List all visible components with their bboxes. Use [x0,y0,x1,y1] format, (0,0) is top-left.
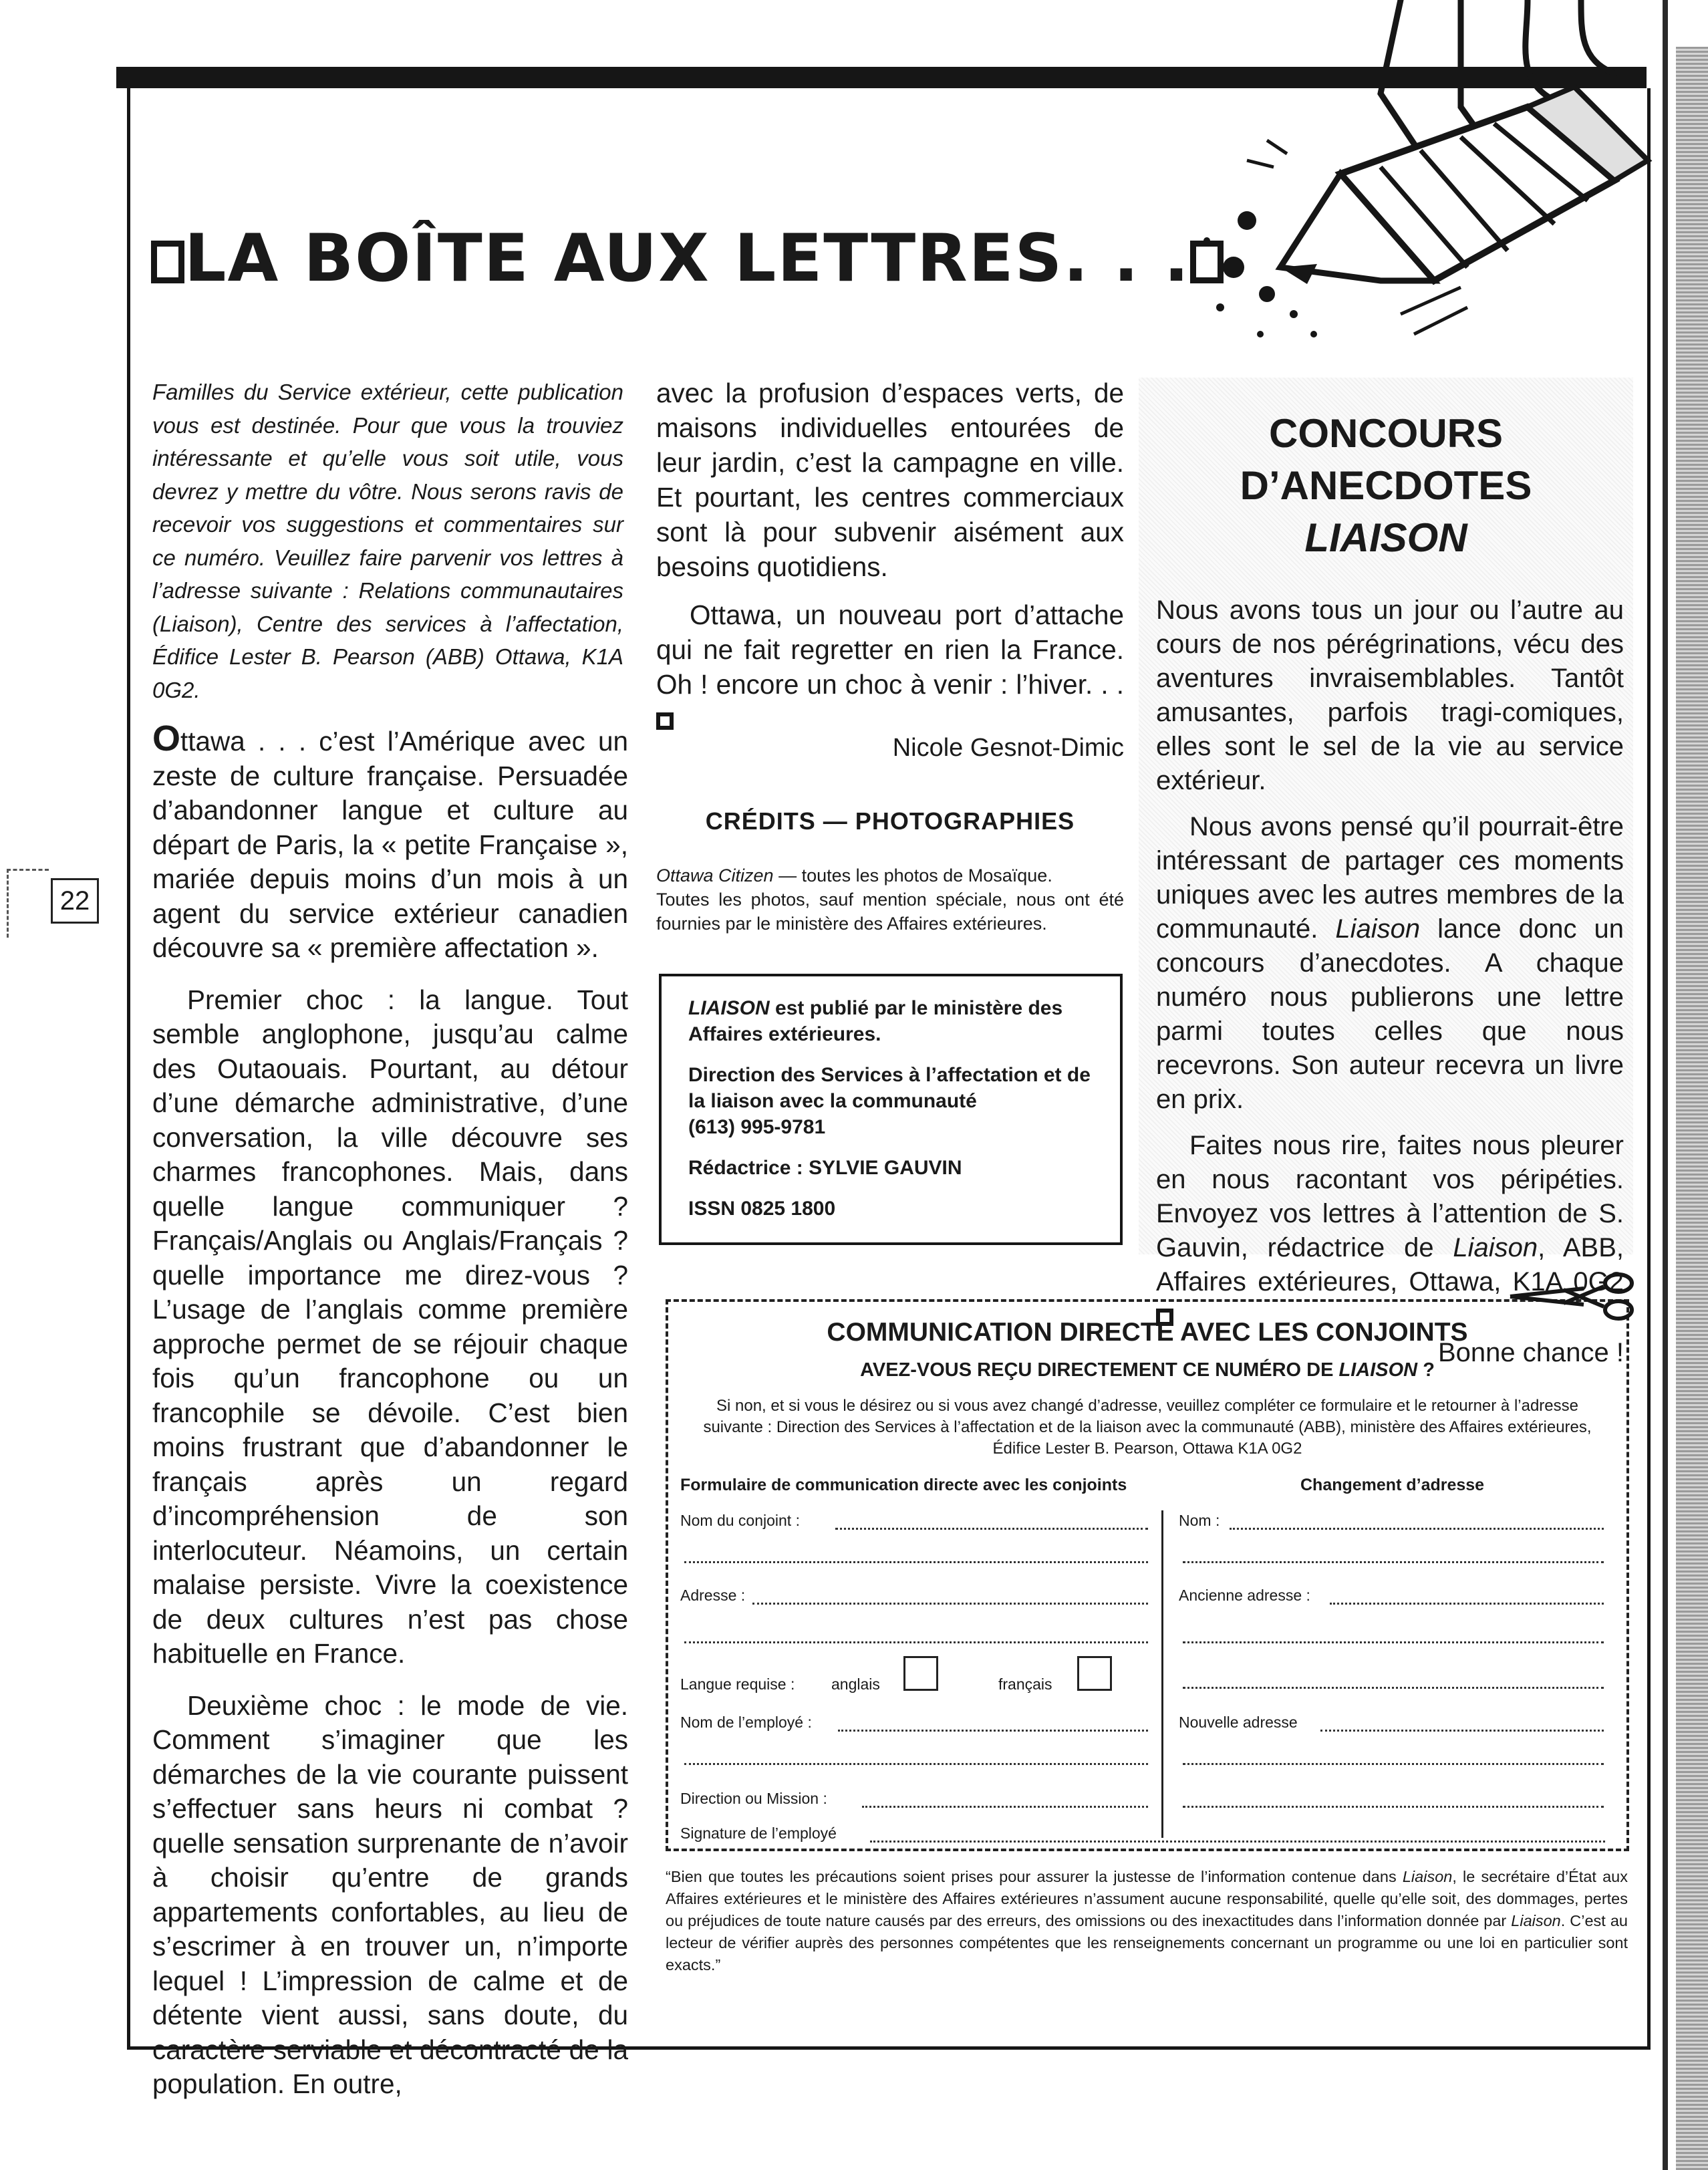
new-address-input-line-2[interactable] [1183,1763,1604,1765]
french-checkbox[interactable] [1077,1656,1112,1691]
credits-line-2: Toutes les photos, sauf mention spéciale, nous ont été fournies par le ministère des Affaires extérieures. [656,890,1124,934]
french-label: français [998,1675,1052,1693]
issn-line: ISSN 0825 1800 [688,1198,836,1220]
contest-paragraph-2 [1156,810,1624,1117]
contest-body [1156,593,1624,1370]
old-address-input-line-3[interactable] [1183,1687,1604,1689]
article-p5-text: Ottawa, un nouveau port d’attache qui ne fait regretter en rien la France. Oh ! encore un choc à venir : l’hiver. . . [656,599,1124,700]
disclaimer [666,1866,1628,1976]
contest-p3-b: , ABB, Affaires extérieures, Ottawa, K1A 0G2 [1156,1233,1624,1297]
page-title [151,221,1224,297]
article-paragraph-1 [152,718,628,966]
adjacent-page-strip [1676,47,1708,2170]
article-column-2 [656,376,1124,736]
employee-name-label: Nom de l’employé : [680,1714,812,1731]
new-address-input[interactable] [1320,1730,1604,1732]
article-paragraph-5 [656,597,1124,736]
page-number: 22 [51,878,99,924]
article-p1-text: ttawa . . . c’est l’Amérique avec un zeste de culture française. Persuadée d’abandonner langue et culture au départ de Paris, la « petite Française », mariée depuis moins d’un mois à un agent du service extérieur canadien découvre sa « première affectation ». [152,726,628,963]
contest-p3-name: Liaison [1453,1233,1538,1262]
form-subheading-a: AVEZ-VOUS REÇU DIRECTEMENT CE NUMÉRO DE [860,1359,1339,1381]
english-label: anglais [831,1675,880,1693]
title-square-left-icon [151,241,184,283]
employee-name-input[interactable] [838,1730,1148,1732]
old-address-label: Ancienne adresse : [1179,1587,1310,1604]
publisher-name: LIAISON [688,997,770,1019]
employee-name-input-line-2[interactable] [684,1763,1148,1765]
old-address-input[interactable] [1330,1603,1604,1605]
address-label: Adresse : [680,1587,746,1604]
credits-heading: CRÉDITS — PHOTOGRAPHIES [705,807,1075,835]
editor-line: Rédactrice : SYLVIE GAUVIN [688,1157,962,1179]
title-square-right-icon [1190,241,1224,283]
publication-info-box [659,974,1123,1245]
contest-p2-name: Liaison [1335,914,1421,944]
direction-phone: (613) 995-9781 [688,1116,826,1138]
name-label: Nom : [1179,1512,1220,1529]
direction-mission-input[interactable] [862,1806,1148,1808]
spouse-name-label: Nom du conjoint : [680,1512,800,1529]
article-paragraph-4: avec la profusion d’espaces verts, de maisons individuelles entourées de leur jardin, c’est la campagne en ville. Et pourtant, les centres commerciaux sont là pour subvenir aisément aux besoins quotidiens. [656,378,1124,582]
disclaimer-name-2: Liaison [1511,1912,1561,1929]
disclaimer-name-1: Liaison [1402,1868,1453,1885]
publisher-rest: est publié par le ministère des Affaires extérieures. [688,997,1063,1045]
end-square-icon [656,712,674,730]
direction-name: Direction des Services à l’affectation et de la liaison avec la communauté [688,1064,1091,1112]
contest-p3-a: Faites nous rire, faites nous pleurer en nous racontant vos péripéties. Envoyez vos lettres à l’attention de S. Gauvin, rédactrice de [1156,1131,1624,1262]
coupon-form [666,1299,1629,1851]
article-paragraph-3: Deuxième choc : le mode de vie. Comment s’imaginer que les démarches de la vie courante puissent s’effectuer sans heurs ni combat ? quelle sensation surprenante de n’avoir à choisir qu’entre de grands appartements confortables, au lieu de s’escrimer à en trouver un, n’importe lequel ! L’impression de calme et de détente vient aussi, sans doute, du caractère serviable et décontracté de la population. En outre, [152,1689,628,2099]
contest-heading [1139,408,1633,564]
contest-paragraph-1: Nous avons tous un jour ou l’autre au cours de nos pérégrinations, vécu des aventures invraisemblables. Tantôt amusantes, parfois tragi-comiques, elles sont le sel de la vie au service extérieur. [1156,595,1624,795]
language-label: Langue requise : [680,1675,795,1693]
disclaimer-b: , le secrétaire d’État aux Affaires extérieures et le ministère des Affaires extérieures n’assument aucune responsabilité, quelle qu’elle soit, des dommages, pertes ou préjudices de toute nature causés par des erreurs, des omissions ou des inexactitudes dans l’information donnée par [666,1868,1628,1929]
drop-cap: O [152,718,181,759]
employee-signature-input[interactable] [870,1841,1605,1843]
english-checkbox[interactable] [903,1656,938,1691]
article-column-1 [152,718,628,2102]
form-right-heading: Changement d’adresse [1300,1476,1485,1494]
address-input[interactable] [752,1603,1148,1605]
credits-source: Ottawa Citizen [656,865,774,886]
direction-mission-label: Direction ou Mission : [680,1790,827,1807]
contest-title-line-3: LIAISON [1304,515,1467,560]
contest-p2-a: Nous avons pensé qu’il pourrait-être intéressant de partager ces moments uniques avec les autres membres de la communauté. [1156,812,1624,944]
name-input[interactable] [1230,1528,1604,1530]
scissors-icon [1504,1270,1637,1323]
contest-p2-b: lance donc un concours d’anecdotes. A chaque numéro nous publierons une lettre parmi toutes celles que nous recevrons. Son auteur recevra un livre en prix. [1156,914,1624,1114]
contest-title-line-2: D’ANECDOTES [1240,463,1532,508]
address-input-line-2[interactable] [684,1641,1148,1643]
article-paragraph-2: Premier choc : la langue. Tout semble anglophone, jusqu’au calme des Outaouais. Pourtant, au détour d’une démarche administrative, d’une conversation, la ville découvre ses charmes francophones. Mais, dans quelle langue communiquer ? Français/Anglais ou Anglais/Français ? quelle importance me direz-vous ? L’usage de l’anglais comme première approche permet de se réjouir chaque fois qu’un francophone ou un francophile se dévoile. C’est bien moins frustrant que d’abandonner le français après un regard d’incompréhension de son interlocuteur. Néamoins, un certain malaise persiste. Vivre la coexistence de deux cultures n’est pas chose habituelle en France. [152,984,628,1669]
page-number-mark [7,869,49,938]
employee-signature-label: Signature de l’employé [680,1824,837,1842]
form-column-divider [1161,1510,1163,1838]
old-address-input-line-2[interactable] [1183,1641,1604,1643]
contest-closing: Bonne chance ! [1438,1338,1624,1367]
form-subheading-b: ? [1417,1359,1435,1381]
new-address-input-line-3[interactable] [1183,1806,1604,1808]
name-input-line-2[interactable] [1183,1561,1604,1563]
form-subheading-name: LIAISON [1338,1359,1418,1381]
title-text: LA BOÎTE AUX LETTRES. . . [184,221,1191,297]
spouse-name-input-line-2[interactable] [684,1561,1148,1563]
page-edge [1663,0,1668,2170]
article-author: Nicole Gesnot-Dimic [892,734,1124,762]
form-subheading [666,1359,1629,1381]
new-address-label: Nouvelle adresse [1179,1714,1298,1731]
pencil-illustration [1180,0,1661,361]
form-instructions: Si non, et si vous le désirez ou si vous avez changé d’adresse, veuillez compléter ce formulaire et le retourner à l’adresse suivante : Direction des Services à l’affectation et de la liaison avec la communauté (ABB), ministère des Affaires extérieures, Édifice Lester B. Pearson, Ottawa K1A 0G2 [703,1397,1592,1458]
disclaimer-c: . C’est au lecteur de vérifier auprès des personnes compétentes que les renseignements concernant un programme ou une loi en particulier sont exacts.” [666,1912,1628,1974]
form-left-heading: Formulaire de communication directe avec les conjoints [680,1476,1127,1494]
disclaimer-a: “Bien que toutes les précautions soient prises pour assurer la justesse de l’information contenue dans [666,1868,1403,1885]
contest-title-line-1: CONCOURS [1268,411,1503,456]
credits-line-1: — toutes les photos de Mosaïque. [773,865,1052,886]
form-heading: COMMUNICATION DIRECTE AVEC LES CONJOINTS [827,1318,1468,1347]
spouse-name-input[interactable] [835,1528,1148,1530]
credits-text [656,863,1124,936]
intro-paragraph: Familles du Service extérieur, cette publication vous est destinée. Pour que vous la trouviez intéressante et qu’elle vous soit utile, vous devrez y mettre du vôtre. Nous serons ravis de recevoir vos suggestions et commentaires sur ce numéro. Veuillez faire parvenir vos lettres à l’adresse suivante : Relations communautaires (Liaison), Centre des services à l’affectation, Édifice Lester B. Pearson (ABB) Ottawa, K1A 0G2. [152,380,623,702]
